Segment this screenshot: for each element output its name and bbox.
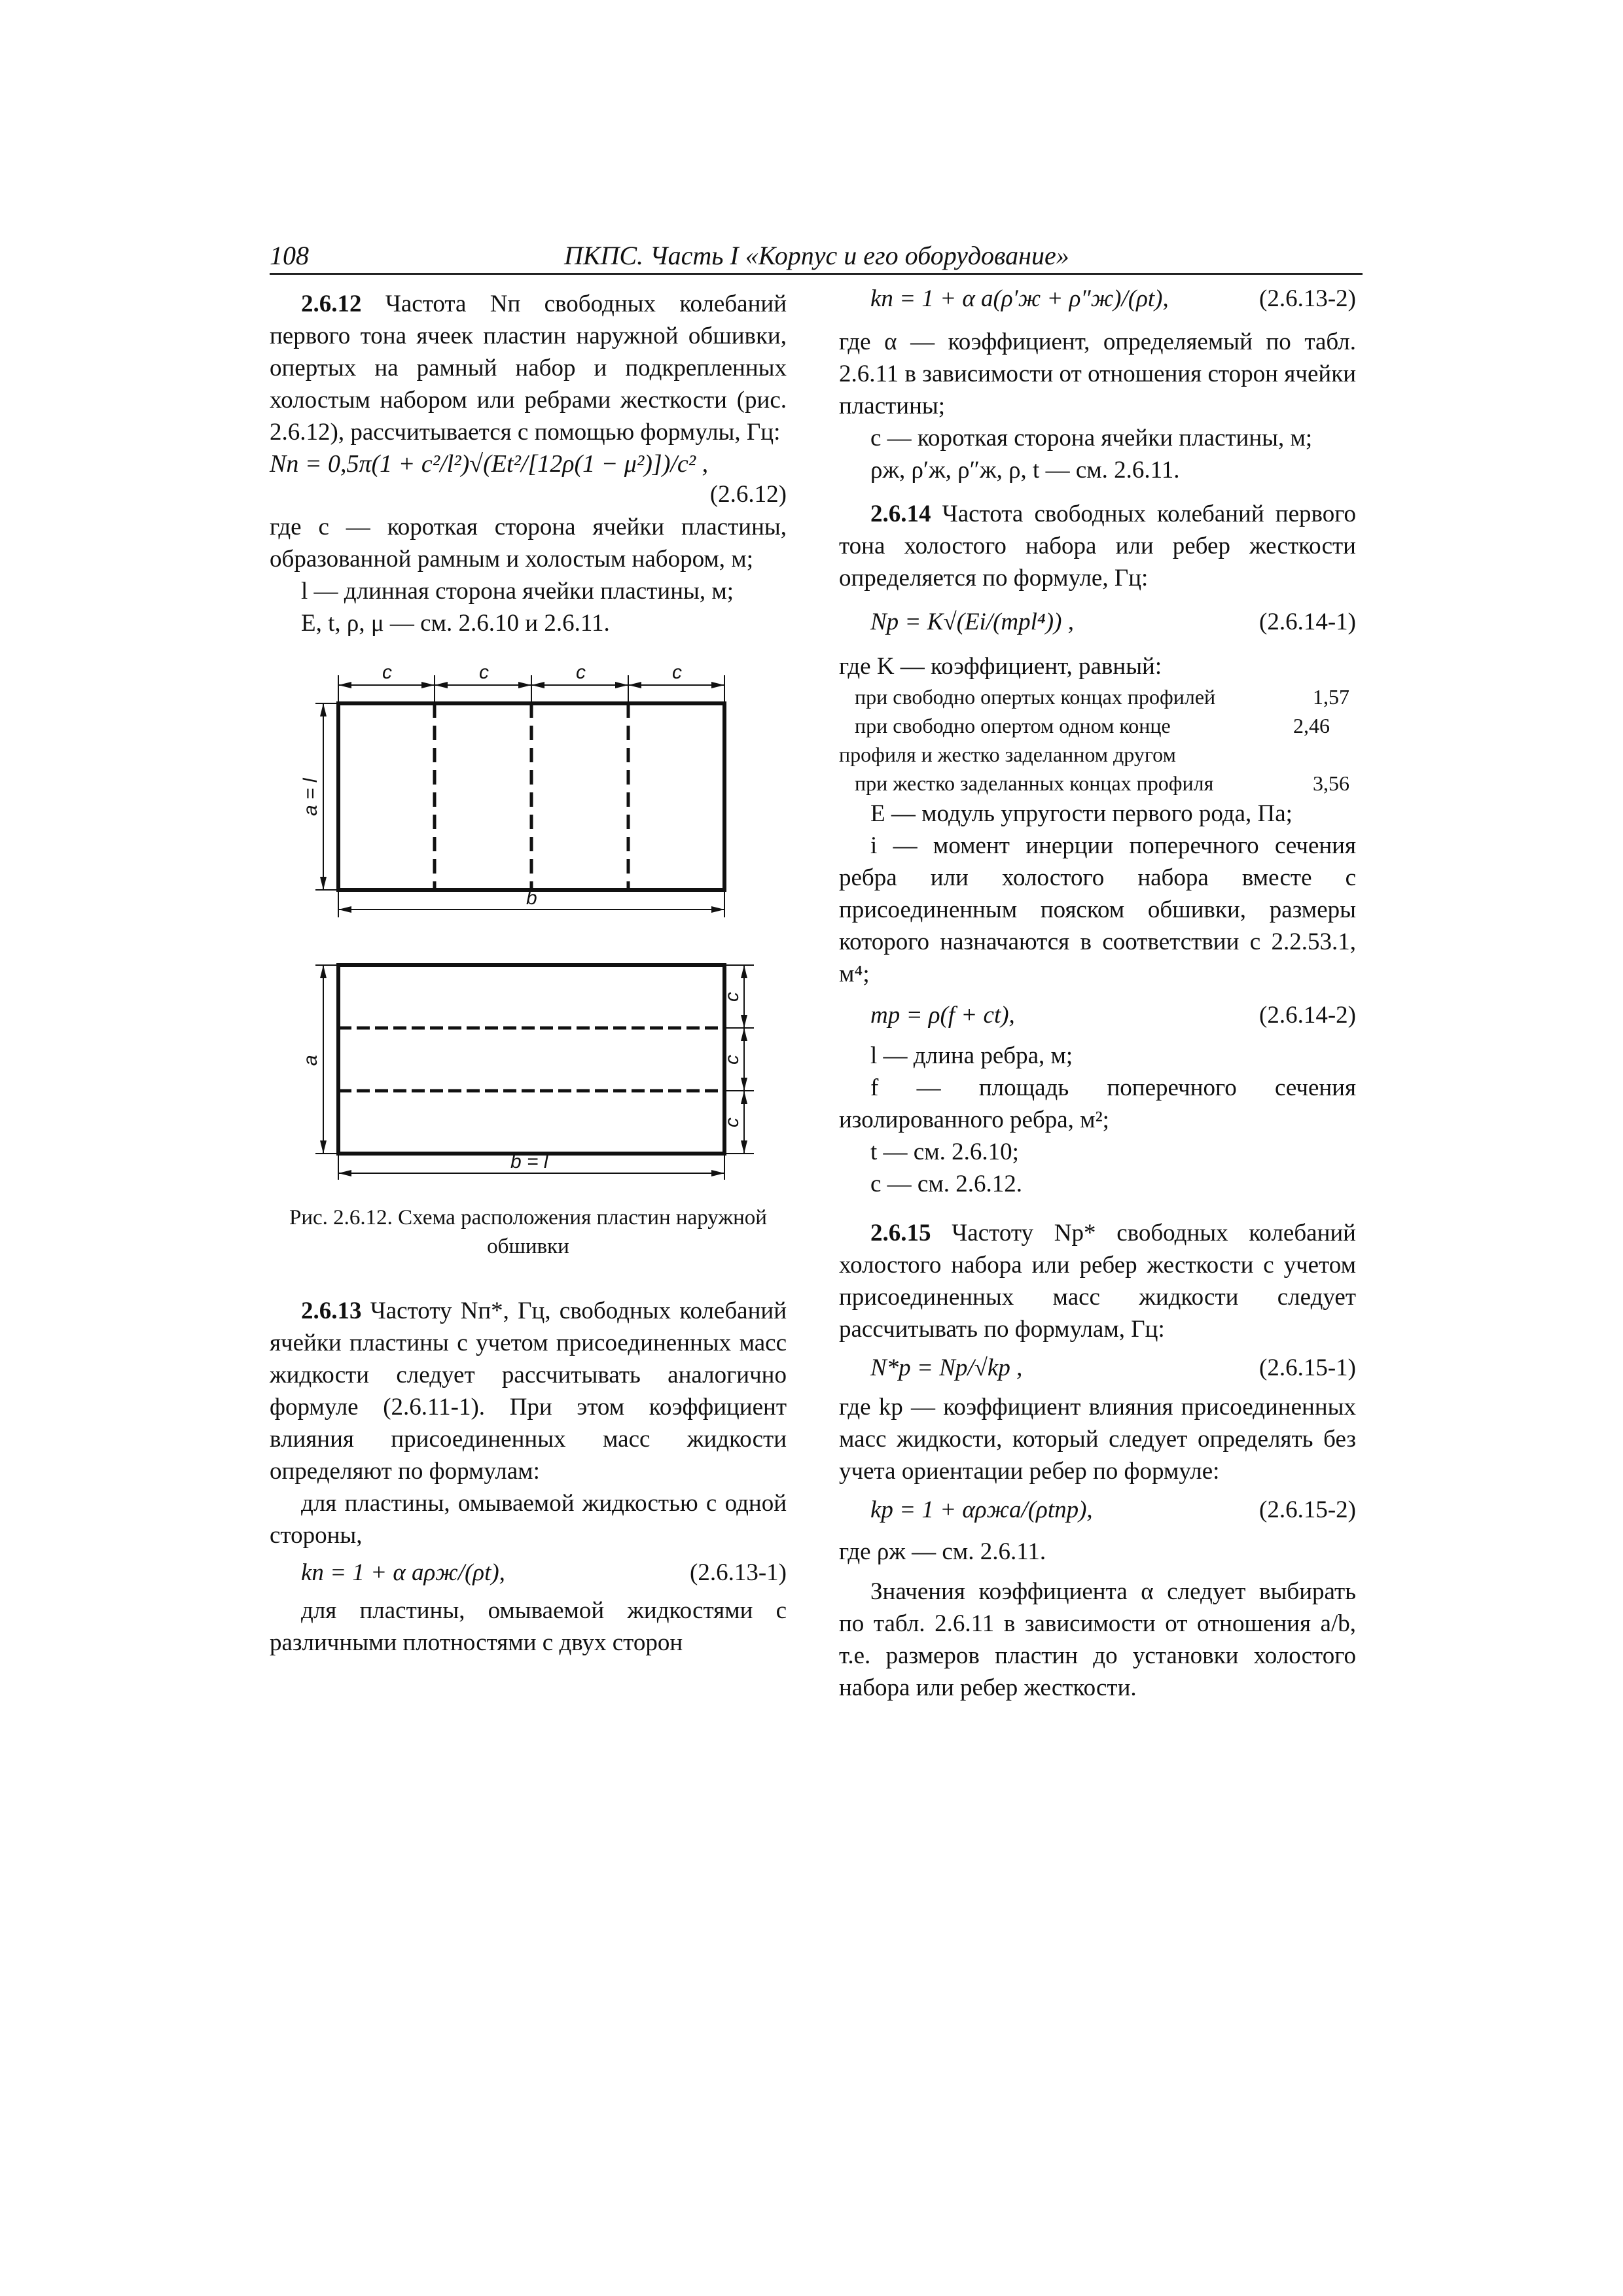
- dim-label-c2: c: [479, 662, 489, 683]
- dim-label-c-right2: c: [721, 1055, 743, 1065]
- formula-expression: kп = 1 + α a(ρ′ж + ρ″ж)/(ρt),: [870, 285, 1169, 312]
- where-c: где c — короткая сторона ячейки пластины, образованной рамным и холостым набором, м;: [270, 514, 787, 573]
- formula-2-6-12: [270, 448, 787, 511]
- k-row: при жестко заделанных концах профиля 3,56: [855, 771, 1349, 795]
- formula-expression: N*р = Nр/√kр ,: [870, 1354, 1023, 1381]
- dim-label-a: a: [300, 1055, 321, 1066]
- where-e-t-rho-mu: E, t, ρ, μ — см. 2.6.10 и 2.6.11.: [301, 610, 610, 637]
- where-f: f — площадь поперечного сечения изолированного ребра, м²;: [839, 1074, 1356, 1133]
- right-column: [839, 285, 1356, 1704]
- section-number: 2.6.15: [870, 1220, 931, 1246]
- section-text: Частота Nп свободных колебаний первого тона ячеек пластин наружной обшивки, опертых на рамный набор и подкрепленных холостым набором или ребрами жесткости (рис. 2.6.12), рассчитывается с помощью формулы, Гц:: [270, 291, 787, 446]
- where-l: l — длина ребра, м;: [870, 1042, 1073, 1069]
- dim-label-c4: c: [672, 662, 682, 683]
- formula-number: (2.6.14-2): [1259, 1002, 1356, 1029]
- formula-2-6-14-2: [839, 990, 1356, 1040]
- dim-label-b: b: [526, 887, 537, 909]
- k-row: при свободно опертых концах профилей 1,57: [855, 685, 1349, 709]
- formula-2-6-13-2: [839, 283, 1356, 326]
- where-t: t — см. 2.6.10;: [870, 1139, 1019, 1165]
- k-row: профиля и жестко заделанном другом: [839, 743, 1176, 766]
- formula-2-6-13-1: [270, 1551, 787, 1595]
- formula-number: (2.6.15-2): [1259, 1496, 1356, 1523]
- formula-expression: Nп = 0,5π(1 + c²/l²)√(Et²/[12ρ(1 − μ²)])/c² ,: [270, 450, 709, 478]
- k-intro: где K — коэффициент, равный:: [839, 653, 1162, 680]
- where-kp: где kр — коэффициент влияния присоединенных масс жидкости, который следует определять без учета ориентации ребер по формуле:: [839, 1394, 1356, 1485]
- page-header: [270, 232, 1363, 275]
- dim-label-c-right3: c: [721, 1118, 743, 1127]
- section-number: 2.6.14: [870, 501, 931, 527]
- page-number: 108: [270, 241, 309, 270]
- dim-label-c1: c: [382, 662, 392, 683]
- section-text: Частоту Nп*, Гц, свободных колебаний ячейки пластины с учетом присоединенных масс жидкости следует рассчитывать аналогично формуле (2.6.11-1). При этом коэффициент влияния присоединенных масс жидкости определяют по формулам:: [270, 1298, 787, 1485]
- bottom-plate-diagram: [315, 965, 754, 1180]
- where-alpha: где α — коэффициент, определяемый по табл. 2.6.11 в зависимости от отношения сторон ячейки пластины;: [839, 328, 1356, 419]
- formula-expression: kп = 1 + α aρж/(ρt),: [301, 1559, 505, 1586]
- section-number: 2.6.13: [301, 1298, 362, 1324]
- formula-number: (2.6.12): [709, 481, 787, 508]
- formula-number: (2.6.15-1): [1259, 1354, 1356, 1381]
- dim-label-c3: c: [576, 662, 586, 683]
- running-title: ПКПС. Часть I «Корпус и его оборудование»: [564, 241, 1069, 270]
- section-2-6-12: [270, 288, 787, 448]
- k-row: при свободно опертом одном конце 2,46: [855, 714, 1330, 737]
- dim-label-a-eq-l: a = l: [300, 778, 321, 816]
- section-text: Частоту Nр* свободных колебаний холостого набора или ребер жесткости с учетом присоединенных масс жидкости следует рассчитывать по формулам, Гц:: [839, 1220, 1356, 1343]
- formula-2-6-15-1: [839, 1345, 1356, 1391]
- where-c: c — короткая сторона ячейки пластины, м;: [870, 425, 1313, 451]
- one-side-text: для пластины, омываемой жидкостью с одной стороны,: [270, 1490, 787, 1549]
- where-l: l — длинная сторона ячейки пластины, м;: [301, 578, 734, 605]
- k-table: [839, 682, 1356, 798]
- top-plate-diagram: [315, 675, 724, 917]
- formula-2-6-14-1: [839, 594, 1356, 650]
- figure-2-6-12: [270, 652, 787, 1215]
- formula-number: (2.6.14-1): [1259, 609, 1356, 635]
- where-c2: c — см. 2.6.12.: [870, 1171, 1023, 1197]
- where-rho: ρж, ρ′ж, ρ″ж, ρ, t — см. 2.6.11.: [870, 457, 1180, 484]
- final-paragraph: Значения коэффициента α следует выбирать по табл. 2.6.11 в зависимости от отношения a/b, т.е. размеров пластин до установки холостого набора или ребер жесткости.: [839, 1578, 1356, 1701]
- two-sides-text: для пластины, омываемой жидкостями с различными плотностями с двух сторон: [270, 1597, 787, 1656]
- section-2-6-13: [270, 1295, 787, 1487]
- dim-label-b-eq-l: b = l: [510, 1151, 548, 1173]
- formula-expression: Nр = K√(Ei/(mрl⁴)) ,: [870, 609, 1074, 635]
- where-E: E — модуль упругости первого рода, Па;: [870, 800, 1293, 827]
- formula-number: (2.6.13-1): [690, 1559, 787, 1586]
- section-2-6-15: [839, 1217, 1356, 1345]
- dim-label-c-right1: c: [721, 992, 743, 1002]
- formula-expression: kр = 1 + αρжa/(ρtпр),: [870, 1496, 1093, 1523]
- section-2-6-14: [839, 498, 1356, 594]
- formula-number: (2.6.13-2): [1259, 285, 1356, 312]
- formula-expression: mр = ρ(f + ct),: [870, 1002, 1015, 1029]
- section-number: 2.6.12: [301, 291, 362, 317]
- where-rho-zh: где ρж — см. 2.6.11.: [839, 1538, 1046, 1565]
- where-i: i — момент инерции поперечного сечения ребра или холостого набора вместе с присоединенным пояском обшивки, размеры которого назначаются в соответствии с 2.2.53.1, м⁴;: [839, 832, 1356, 987]
- left-column: [270, 288, 787, 1659]
- figure-caption: Рис. 2.6.12. Схема расположения пластин наружной обшивки: [289, 1206, 767, 1258]
- formula-2-6-15-2: [839, 1487, 1356, 1536]
- section-text: Частота свободных колебаний первого тона холостого набора или ребер жесткости определяется по формуле, Гц:: [839, 501, 1356, 592]
